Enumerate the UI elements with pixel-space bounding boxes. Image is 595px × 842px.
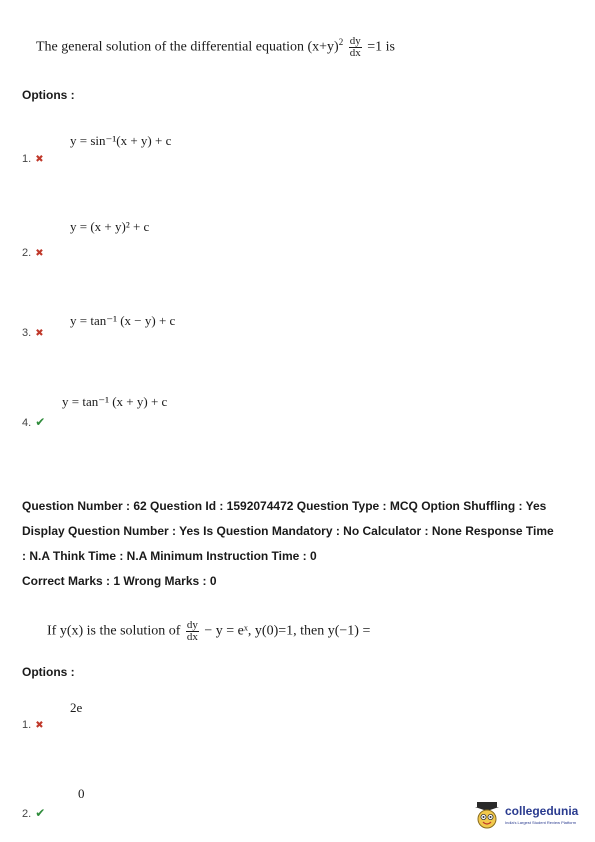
q1-option-3-label[interactable] xyxy=(22,327,44,339)
question-1-prefix: The general solution of the differential equation xyxy=(36,39,304,55)
question-1-power: 2 xyxy=(338,37,344,48)
question-meta xyxy=(22,494,582,594)
checkmark-icon: ✔ xyxy=(35,806,46,820)
question-1-text xyxy=(36,36,395,59)
q2-option-2-label[interactable] xyxy=(22,806,45,820)
options-heading-2: Options : xyxy=(22,665,75,679)
question-2-text xyxy=(47,620,370,643)
q2-option-2-number: 2. xyxy=(22,808,32,820)
question-2-frac-den: dx xyxy=(186,631,198,643)
q1-option-1-number: 1. xyxy=(22,153,32,165)
meta-line-1: Question Number : 62 Question Id : 1592074472 Question Type : MCQ Option Shuffling : Yes xyxy=(22,499,547,513)
meta-line-4: Correct Marks : 1 Wrong Marks : 0 xyxy=(22,574,217,588)
question-2-prefix: If y(x) is the solution of xyxy=(47,623,181,639)
question-1-fraction xyxy=(349,36,362,59)
question-1-frac-den: dx xyxy=(349,47,361,59)
meta-line-3: : N.A Think Time : N.A Minimum Instruction Time : 0 xyxy=(22,549,317,563)
q2-option-2-text: 0 xyxy=(78,786,85,801)
cross-icon: ✖ xyxy=(35,154,44,165)
q1-option-3-number: 3. xyxy=(22,327,32,339)
question-1-rhs: =1 is xyxy=(367,39,395,55)
question-1-lhs: (x+y) xyxy=(307,39,339,55)
cross-icon: ✖ xyxy=(35,720,44,731)
q2-option-1-number: 1. xyxy=(22,719,32,731)
cross-icon: ✖ xyxy=(35,248,44,259)
options-heading: Options : xyxy=(22,88,75,102)
question-2-suffix: − y = eˣ, y(0)=1, then y(−1) = xyxy=(204,623,371,639)
q1-option-3-text: y = tan⁻¹ (x − y) + c xyxy=(70,313,176,328)
q1-option-1-label[interactable] xyxy=(22,153,44,165)
mascot-icon xyxy=(473,800,501,830)
meta-line-2: Display Question Number : Yes Is Question Mandatory : No Calculator : None Response Time xyxy=(22,524,554,538)
q1-option-4-text: y = tan⁻¹ (x + y) + c xyxy=(62,394,168,409)
q1-option-2-text: y = (x + y)² + c xyxy=(70,219,150,234)
question-1-frac-num: dy xyxy=(349,35,361,47)
q1-option-2-number: 2. xyxy=(22,247,32,259)
collegedunia-logo xyxy=(473,798,585,834)
q1-option-1-text: y = sin⁻¹(x + y) + c xyxy=(70,133,172,148)
logo-wordmark: collegedunia xyxy=(505,804,579,818)
q2-option-1-text: 2e xyxy=(70,700,83,715)
question-2-fraction xyxy=(186,620,199,643)
q2-option-1-label[interactable] xyxy=(22,719,44,731)
q1-option-2-label[interactable] xyxy=(22,247,44,259)
cross-icon: ✖ xyxy=(35,328,44,339)
logo-tagline: India's Largest Student Review Platform xyxy=(505,820,577,825)
checkmark-icon: ✔ xyxy=(35,415,46,429)
q1-option-4-number: 4. xyxy=(22,417,32,429)
question-2-frac-num: dy xyxy=(186,619,198,631)
q1-option-4-label[interactable] xyxy=(22,415,45,429)
